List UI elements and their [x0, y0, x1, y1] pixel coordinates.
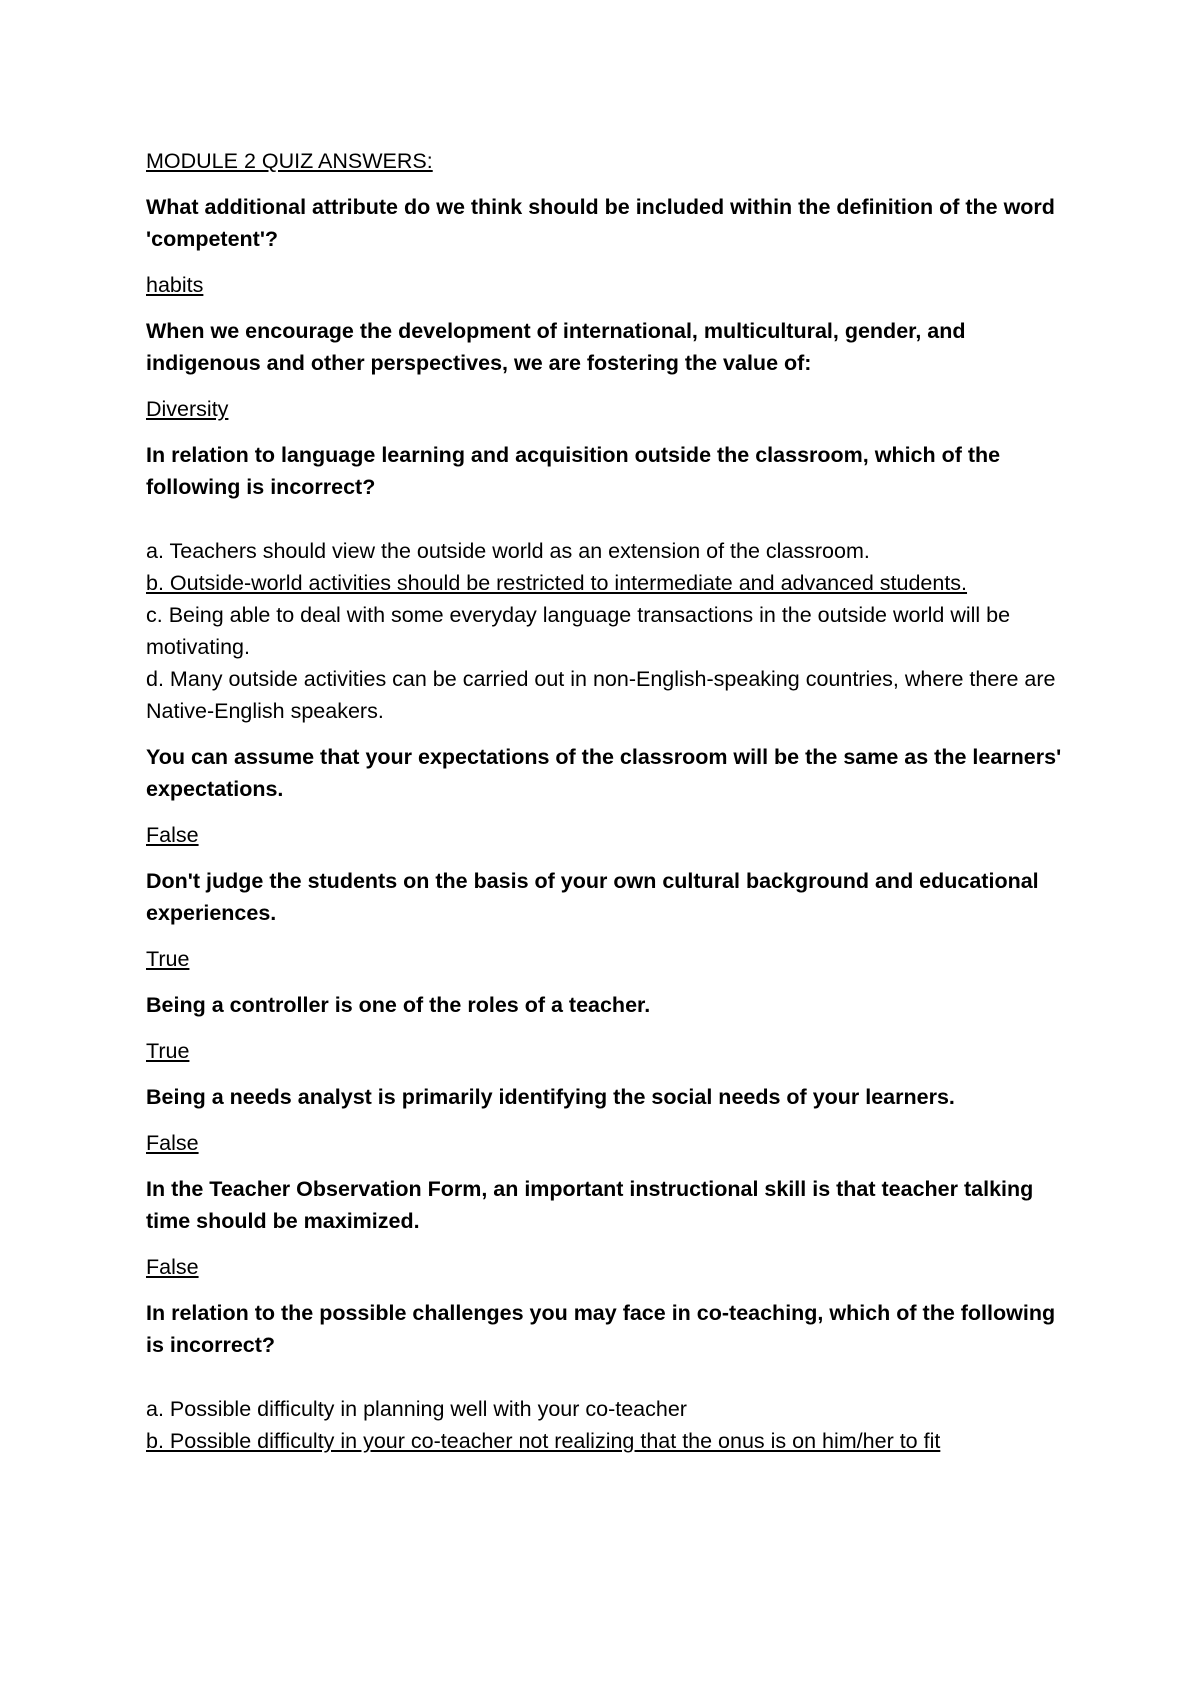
- option-9b-correct: b. Possible difficulty in your co-teacher not realizing that the onus is on him/her to fit: [146, 1429, 941, 1453]
- question-9: In relation to the possible challenges you may face in co-teaching, which of the following is incorrect?: [146, 1301, 1056, 1357]
- option-3d: d. Many outside activities can be carried out in non-English-speaking countries, where there are Native-English speakers.: [146, 667, 1056, 723]
- question-8: In the Teacher Observation Form, an important instructional skill is that teacher talking time should be maximized.: [146, 1177, 1034, 1233]
- answer-6: True: [146, 1039, 190, 1063]
- answer-4: False: [146, 823, 199, 847]
- question-3: In relation to language learning and acquisition outside the classroom, which of the following is incorrect?: [146, 443, 1001, 499]
- option-9a: a. Possible difficulty in planning well with your co-teacher: [146, 1397, 687, 1421]
- document-page: [146, 145, 1076, 1471]
- answer-1: habits: [146, 273, 204, 297]
- option-3a: a. Teachers should view the outside world as an extension of the classroom.: [146, 539, 870, 563]
- answer-8: False: [146, 1255, 199, 1279]
- answer-2: Diversity: [146, 397, 229, 421]
- answer-7: False: [146, 1131, 199, 1155]
- answer-5: True: [146, 947, 190, 971]
- question-7: Being a needs analyst is primarily identifying the social needs of your learners.: [146, 1085, 955, 1109]
- option-3c: c. Being able to deal with some everyday language transactions in the outside world will be motivating.: [146, 603, 1011, 659]
- options-9: [146, 1393, 1076, 1457]
- question-2: When we encourage the development of international, multicultural, gender, and indigenous and other perspectives, we are fostering the value of:: [146, 319, 966, 375]
- question-1: What additional attribute do we think should be included within the definition of the word 'competent'?: [146, 195, 1055, 251]
- options-3: [146, 535, 1076, 727]
- question-6: Being a controller is one of the roles of a teacher.: [146, 993, 651, 1017]
- question-4: You can assume that your expectations of the classroom will be the same as the learners' expectations.: [146, 745, 1062, 801]
- question-5: Don't judge the students on the basis of your own cultural background and educational experiences.: [146, 869, 1039, 925]
- option-3b-correct: b. Outside-world activities should be restricted to intermediate and advanced students.: [146, 571, 968, 595]
- document-title: MODULE 2 QUIZ ANSWERS:: [146, 149, 433, 173]
